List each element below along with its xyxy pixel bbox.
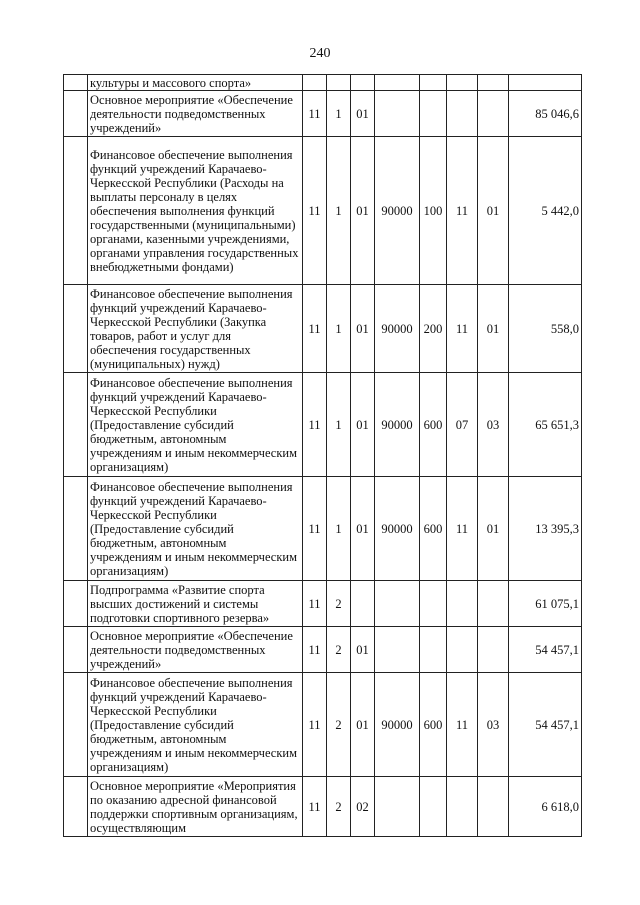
cell-mer: 01 (351, 627, 375, 673)
cell-vr: 100 (420, 137, 447, 285)
budget-table-body (64, 75, 582, 837)
row-marker (64, 137, 88, 285)
cell-mer: 01 (351, 373, 375, 477)
row-name: Финансовое обеспечение выполнения функций учреждений Карачаево-Черкесской Республики (Предоставление субсидий бюджетным, автономным учреждениям и иным некоммерческим организациям) (88, 477, 303, 581)
row-name: Основное мероприятие «Обеспечение деятельности подведомственных учреждений» (88, 627, 303, 673)
cell-pp: 1 (327, 285, 351, 373)
cell-dir (375, 581, 420, 627)
cell-pr (478, 91, 509, 137)
row-marker (64, 75, 88, 91)
cell-dir: 90000 (375, 673, 420, 777)
row-marker (64, 373, 88, 477)
cell-rz: 11 (447, 673, 478, 777)
row-marker (64, 627, 88, 673)
table-row (64, 673, 582, 777)
cell-dir (375, 777, 420, 837)
cell-sum: 558,0 (509, 285, 582, 373)
cell-rz: 11 (447, 137, 478, 285)
cell-rz (447, 91, 478, 137)
row-marker (64, 673, 88, 777)
budget-table (63, 74, 582, 837)
table-row (64, 91, 582, 137)
cell-pp: 1 (327, 91, 351, 137)
cell-gp: 11 (303, 777, 327, 837)
cell-vr (420, 627, 447, 673)
cell-rz (447, 581, 478, 627)
cell-pr: 03 (478, 673, 509, 777)
cell-mer: 01 (351, 673, 375, 777)
cell-vr: 600 (420, 373, 447, 477)
cell-rz: 11 (447, 477, 478, 581)
cell-pp: 1 (327, 137, 351, 285)
cell-gp (303, 75, 327, 91)
row-marker (64, 777, 88, 837)
row-marker (64, 91, 88, 137)
cell-gp: 11 (303, 91, 327, 137)
cell-pp (327, 75, 351, 91)
row-name: Подпрограмма «Развитие спорта высших достижений и системы подготовки спортивного резерва» (88, 581, 303, 627)
cell-mer: 02 (351, 777, 375, 837)
cell-gp: 11 (303, 627, 327, 673)
cell-gp: 11 (303, 477, 327, 581)
cell-sum: 65 651,3 (509, 373, 582, 477)
cell-rz: 11 (447, 285, 478, 373)
cell-dir: 90000 (375, 373, 420, 477)
cell-sum: 61 075,1 (509, 581, 582, 627)
cell-gp: 11 (303, 285, 327, 373)
table-row (64, 581, 582, 627)
cell-vr: 200 (420, 285, 447, 373)
cell-sum: 13 395,3 (509, 477, 582, 581)
cell-mer: 01 (351, 137, 375, 285)
cell-pr (478, 627, 509, 673)
row-name: Финансовое обеспечение выполнения функций учреждений Карачаево-Черкесской Республики (Предоставление субсидий бюджетным, автономным учреждениям и иным некоммерческим организациям) (88, 673, 303, 777)
cell-mer (351, 75, 375, 91)
cell-mer: 01 (351, 285, 375, 373)
table-row (64, 75, 582, 91)
table-row (64, 137, 582, 285)
cell-pp: 1 (327, 373, 351, 477)
page-number: 240 (309, 46, 331, 61)
cell-vr: 600 (420, 477, 447, 581)
cell-vr: 600 (420, 673, 447, 777)
cell-dir (375, 75, 420, 91)
cell-rz (447, 75, 478, 91)
cell-pp: 2 (327, 777, 351, 837)
cell-gp: 11 (303, 673, 327, 777)
cell-sum (509, 75, 582, 91)
cell-pr: 01 (478, 137, 509, 285)
row-name: Финансовое обеспечение выполнения функций учреждений Карачаево-Черкесской Республики (Предоставление субсидий бюджетным, автономным учреждениям и иным некоммерческим организациям) (88, 373, 303, 477)
cell-pr: 01 (478, 285, 509, 373)
row-name: Финансовое обеспечение выполнения функций учреждений Карачаево-Черкесской Республики (Расходы на выплаты персоналу в целях обеспечения выполнения функций государственными (муниципальными) органами, казенными учреждениями, органами управления государственных внебюджетными фондами) (88, 137, 303, 285)
cell-dir: 90000 (375, 285, 420, 373)
cell-rz (447, 777, 478, 837)
row-marker (64, 581, 88, 627)
cell-vr (420, 91, 447, 137)
cell-pr: 01 (478, 477, 509, 581)
row-name: Основное мероприятие «Мероприятия по оказанию адресной финансовой поддержки спортивным организациям, осуществляющим (88, 777, 303, 837)
cell-dir (375, 91, 420, 137)
cell-dir: 90000 (375, 137, 420, 285)
table-row (64, 285, 582, 373)
cell-sum: 6 618,0 (509, 777, 582, 837)
table-row (64, 477, 582, 581)
cell-sum: 5 442,0 (509, 137, 582, 285)
cell-vr (420, 581, 447, 627)
row-marker (64, 477, 88, 581)
row-marker (64, 285, 88, 373)
row-name: Основное мероприятие «Обеспечение деятельности подведомственных учреждений» (88, 91, 303, 137)
table-row (64, 373, 582, 477)
cell-pr (478, 581, 509, 627)
cell-mer: 01 (351, 91, 375, 137)
table-row (64, 627, 582, 673)
cell-sum: 85 046,6 (509, 91, 582, 137)
cell-pr: 03 (478, 373, 509, 477)
cell-mer: 01 (351, 477, 375, 581)
cell-gp: 11 (303, 373, 327, 477)
cell-rz: 07 (447, 373, 478, 477)
cell-pp: 2 (327, 673, 351, 777)
row-name: Финансовое обеспечение выполнения функций учреждений Карачаево-Черкесской Республики (Закупка товаров, работ и услуг для обеспечения государственных (муниципальных) нужд) (88, 285, 303, 373)
cell-gp: 11 (303, 581, 327, 627)
cell-sum: 54 457,1 (509, 627, 582, 673)
cell-sum: 54 457,1 (509, 673, 582, 777)
cell-pp: 2 (327, 627, 351, 673)
cell-pr (478, 75, 509, 91)
cell-gp: 11 (303, 137, 327, 285)
cell-pr (478, 777, 509, 837)
cell-dir (375, 627, 420, 673)
cell-vr (420, 75, 447, 91)
table-row (64, 777, 582, 837)
cell-dir: 90000 (375, 477, 420, 581)
cell-pp: 1 (327, 477, 351, 581)
row-name: культуры и массового спорта» (88, 75, 303, 91)
cell-rz (447, 627, 478, 673)
cell-mer (351, 581, 375, 627)
cell-vr (420, 777, 447, 837)
cell-pp: 2 (327, 581, 351, 627)
